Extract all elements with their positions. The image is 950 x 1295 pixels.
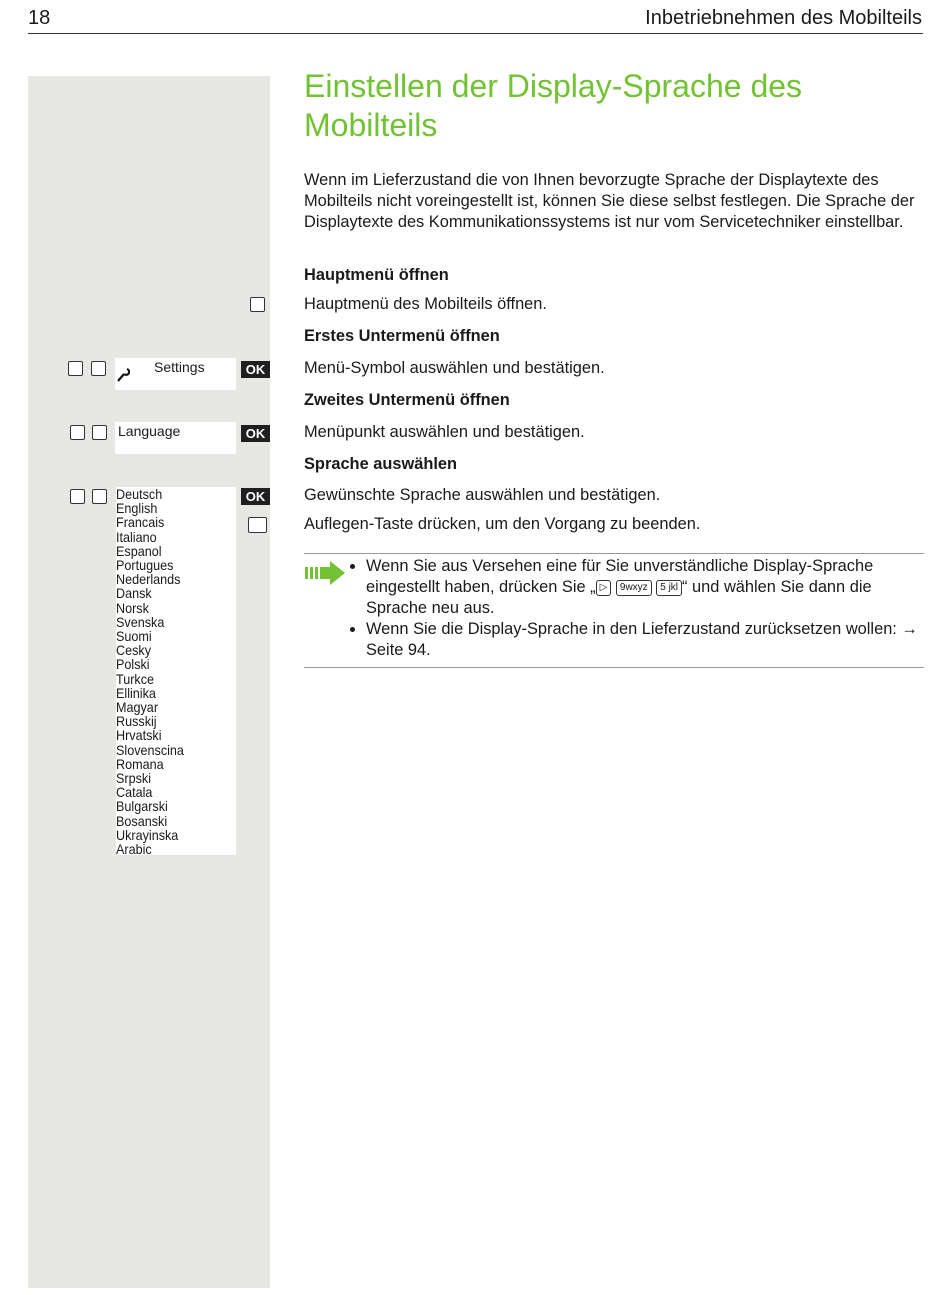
- nav-up-key-icon: [92, 425, 107, 440]
- page-number: 18: [28, 7, 51, 29]
- language-option[interactable]: Slovenscina: [116, 741, 184, 758]
- language-option[interactable]: Suomi: [116, 628, 152, 645]
- language-option[interactable]: Turkce: [116, 670, 155, 687]
- language-option[interactable]: English: [116, 500, 158, 517]
- step-text: Menüpunkt auswählen und bestätigen.: [304, 423, 585, 441]
- note-rule-bottom: [304, 667, 924, 668]
- nav-left-key-icon: [68, 361, 83, 376]
- settings-label: Settings: [154, 359, 205, 375]
- ok-button[interactable]: OK: [241, 361, 270, 378]
- note-arrow-icon: [305, 561, 347, 585]
- language-option[interactable]: Russkij: [116, 713, 157, 730]
- language-option[interactable]: Magyar: [116, 699, 159, 716]
- note-box: [350, 556, 924, 661]
- language-option[interactable]: Italiano: [116, 528, 157, 545]
- step-heading: Erstes Untermenü öffnen: [304, 327, 500, 345]
- intro-paragraph: Wenn im Lieferzustand die von Ihnen bevorzugte Sprache der Displaytexte des Mobilteils nicht voreingestellt ist, können Sie diese selbst festlegen. Die Sprache der Displaytexte des Kommunikationssystems ist nur vom Servicetechniker einstellbar.: [304, 171, 915, 231]
- language-option[interactable]: Svenska: [116, 613, 165, 630]
- step-text: Menü-Symbol auswählen und bestätigen.: [304, 359, 605, 377]
- ok-button[interactable]: OK: [241, 488, 270, 505]
- language-option[interactable]: Deutsch: [116, 486, 163, 502]
- language-option[interactable]: Bulgarski: [116, 798, 168, 815]
- language-option[interactable]: Bosanski: [116, 812, 168, 829]
- language-option[interactable]: Catala: [116, 784, 153, 801]
- language-option[interactable]: Polski: [116, 656, 150, 673]
- language-option[interactable]: Ukrayinska: [116, 826, 179, 843]
- language-label: Language: [118, 423, 181, 439]
- page-title: Einstellen der Display-Sprache des Mobilteils: [304, 68, 803, 143]
- key-5: 5 jkl: [656, 580, 682, 596]
- language-option[interactable]: Arabic: [116, 841, 152, 858]
- ok-button[interactable]: OK: [241, 425, 270, 442]
- language-option[interactable]: Srpski: [116, 770, 152, 787]
- language-option[interactable]: Dansk: [116, 585, 152, 602]
- menu-key-icon: [250, 297, 265, 312]
- language-option[interactable]: Ellinika: [116, 684, 156, 701]
- step-text: Gewünschte Sprache auswählen und bestätigen.: [304, 486, 661, 504]
- language-option[interactable]: Francais: [116, 514, 165, 531]
- hangup-text: Auflegen-Taste drücken, um den Vorgang zu beenden.: [304, 515, 701, 533]
- note-item: • Wenn Sie aus Versehen eine für Sie unverständliche Display-Sprache eingestellt haben, drücken Sie „ ▷ 9wxyz 5 jkl “ und wählen Sie dann die Sprache neu aus.: [366, 556, 924, 619]
- step-heading: Zweites Untermenü öffnen: [304, 391, 510, 409]
- nav-up-key-icon: [92, 489, 107, 504]
- step-heading: Hauptmenü öffnen: [304, 266, 449, 284]
- language-option[interactable]: Espanol: [116, 542, 162, 559]
- running-head: Inbetriebnehmen des Mobilteils: [645, 7, 922, 29]
- language-list: [116, 486, 236, 858]
- step-text: Hauptmenü des Mobilteils öffnen.: [304, 295, 547, 313]
- language-option[interactable]: Portugues: [116, 557, 174, 574]
- language-option[interactable]: Norsk: [116, 599, 149, 616]
- wrench-icon: [116, 366, 130, 382]
- key-9: 9wxyz: [616, 580, 652, 596]
- language-option[interactable]: Nederlands: [116, 571, 181, 588]
- language-option[interactable]: Hrvatski: [116, 727, 162, 744]
- note-rule-top: [304, 553, 924, 554]
- language-option[interactable]: Cesky: [116, 642, 152, 659]
- menu-key-icon: ▷: [596, 580, 612, 596]
- note-item: • Wenn Sie die Display-Sprache in den Lieferzustand zurücksetzen wollen: → Seite 94.: [366, 619, 924, 661]
- hangup-key-icon: [248, 517, 267, 533]
- nav-down-key-icon: [70, 425, 85, 440]
- nav-right-key-icon: [91, 361, 106, 376]
- nav-down-key-icon: [70, 489, 85, 504]
- language-screen: [115, 422, 236, 454]
- settings-screen: [115, 358, 236, 390]
- language-option[interactable]: Romana: [116, 755, 164, 772]
- header-rule: [28, 33, 923, 34]
- step-heading: Sprache auswählen: [304, 455, 458, 473]
